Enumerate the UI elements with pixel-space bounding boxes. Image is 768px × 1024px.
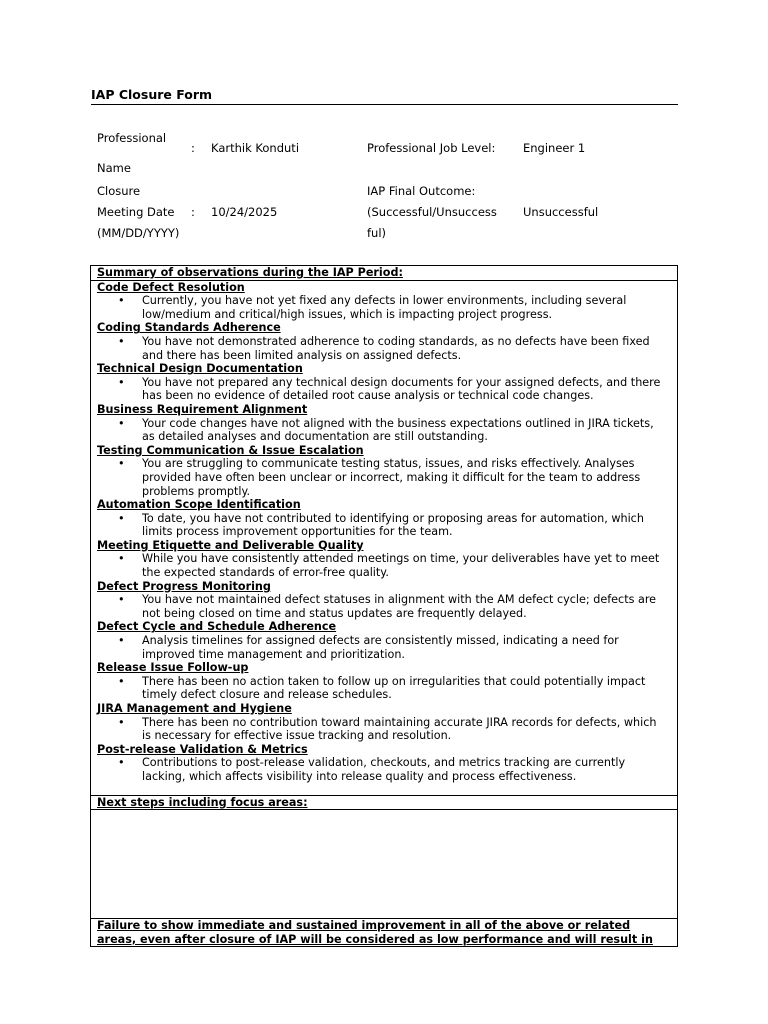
- date-label-line1: Closure: [97, 184, 141, 198]
- bullet-glyph: •: [118, 756, 125, 770]
- bullet-glyph: •: [118, 674, 125, 688]
- section-title: Business Requirement Alignment: [97, 402, 308, 416]
- bullet-text-line: While you have consistently attended meetings on time, your deliverables have yet to meet: [142, 552, 660, 566]
- job-level-label: Professional Job Level:: [367, 141, 496, 155]
- date-label-line3: (MM/DD/YYYY): [97, 226, 180, 240]
- observations-header: Summary of observations during the IAP Period:: [91, 266, 677, 281]
- bullet-glyph: •: [118, 294, 125, 308]
- failure-note-line2: areas, even after closure of IAP will be considered as low performance and will result in: [97, 932, 653, 946]
- section-title: Coding Standards Adherence: [97, 321, 281, 335]
- failure-note: [91, 919, 677, 946]
- outcome-label-line1: IAP Final Outcome:: [367, 184, 476, 198]
- bullet-text-line: problems promptly.: [142, 484, 251, 498]
- bullet-text-line: To date, you have not contributed to identifying or proposing areas for automation, which: [142, 511, 644, 525]
- bullet-glyph: •: [118, 457, 125, 471]
- name-colon: :: [191, 141, 195, 155]
- section-bullet: [97, 512, 671, 539]
- bullet-text-line: You have not maintained defect statuses in alignment with the AM defect cycle; defects are: [142, 593, 657, 607]
- section-title: Defect Cycle and Schedule Adherence: [97, 620, 337, 634]
- section-bullet: [97, 716, 671, 743]
- bullet-glyph: •: [118, 416, 125, 430]
- section-title: Automation Scope Identification: [97, 498, 301, 512]
- bullet-text-line: has been no evidence of detailed root cause analysis or technical code changes.: [142, 389, 594, 403]
- section-title: Testing Communication & Issue Escalation: [97, 443, 364, 457]
- bullet-text-line: You are struggling to communicate testing status, issues, and risks effectively. Analyses: [142, 457, 635, 471]
- name-value: Karthik Konduti: [211, 141, 300, 155]
- failure-note-line1: Failure to show immediate and sustained improvement in all of the above or related: [97, 919, 631, 933]
- section-title: Post-release Validation & Metrics: [97, 742, 308, 756]
- bullet-glyph: •: [118, 593, 125, 607]
- bullet-text-line: and there has been limited analysis on assigned defects.: [142, 348, 462, 362]
- employee-info: [97, 128, 677, 244]
- bullet-text-line: Your code changes have not aligned with the business expectations outlined in JIRA tickets,: [142, 416, 654, 430]
- section-bullet: [97, 417, 671, 444]
- bullet-glyph: •: [118, 634, 125, 648]
- bullet-text-line: provided have often been unclear or incorrect, making it difficult for the team to address: [142, 470, 641, 484]
- bullet-glyph: •: [118, 715, 125, 729]
- bullet-text-line: Currently, you have not yet fixed any defects in lower environments, including several: [142, 294, 627, 308]
- section-bullet: [97, 457, 671, 498]
- name-label-line2: Name: [97, 161, 131, 175]
- section-bullet: [97, 335, 671, 362]
- next-steps-header: Next steps including focus areas:: [91, 796, 677, 811]
- bullet-text-line: lacking, which affects visibility into release quality and process effectiveness.: [142, 769, 577, 783]
- bullet-text-line: the expected standards of error-free quality.: [142, 566, 389, 580]
- section-bullet: [97, 634, 671, 661]
- outcome-value: Unsuccessful: [523, 205, 599, 219]
- bullet-text-line: There has been no action taken to follow up on irregularities that could potentially impact: [142, 674, 646, 688]
- section-title: Code Defect Resolution: [97, 280, 245, 294]
- section-title: JIRA Management and Hygiene: [97, 702, 292, 715]
- section-title: Release Issue Follow-up: [97, 661, 249, 675]
- bullet-text-line: timely defect closure and release schedules.: [142, 688, 392, 702]
- next-steps-body[interactable]: [91, 810, 677, 919]
- date-label-line2: Meeting Date: [97, 205, 175, 219]
- bullet-text-line: not being closed on time and status updates are frequently delayed.: [142, 606, 527, 620]
- bullet-text-line: improved time management and prioritization.: [142, 647, 405, 661]
- bullet-glyph: •: [118, 375, 125, 389]
- section-bullet: [97, 376, 671, 403]
- job-level-value: Engineer 1: [523, 141, 586, 155]
- name-label-line1: Professional: [97, 131, 167, 145]
- outcome-label-line2: (Successful/Unsuccess: [367, 205, 497, 219]
- section-bullet: [97, 294, 671, 321]
- bullet-glyph: •: [118, 511, 125, 525]
- section-bullet: [97, 593, 671, 620]
- form-title: IAP Closure Form: [91, 87, 678, 105]
- section-bullet: [97, 552, 671, 579]
- section-title: Defect Progress Monitoring: [97, 579, 271, 593]
- date-colon: :: [191, 205, 195, 219]
- observations-body: [91, 281, 677, 796]
- section-bullet: [97, 675, 671, 702]
- bullet-text-line: limits process improvement opportunities for the team.: [142, 525, 453, 539]
- bullet-text-line: There has been no contribution toward maintaining accurate JIRA records for defects, which: [142, 715, 657, 729]
- section-title: Technical Design Documentation: [97, 362, 303, 376]
- bullet-text-line: low/medium and critical/high issues, which is impacting project progress.: [142, 307, 553, 321]
- bullet-text-line: Analysis timelines for assigned defects are consistently missed, indicating a need for: [142, 634, 619, 648]
- bullet-text-line: as detailed analyses and documentation are still outstanding.: [142, 430, 488, 444]
- bullet-text-line: You have not demonstrated adherence to coding standards, as no defects have been fixed: [142, 334, 650, 348]
- bullet-glyph: •: [118, 552, 125, 566]
- observations-table: [90, 265, 678, 947]
- bullet-text-line: is necessary for effective issue tracking and resolution.: [142, 729, 452, 743]
- outcome-label-line3: ful): [367, 226, 387, 240]
- section-bullet: [97, 756, 671, 783]
- bullet-glyph: •: [118, 334, 125, 348]
- bullet-text-line: Contributions to post-release validation, checkouts, and metrics tracking are currently: [142, 756, 626, 770]
- bullet-text-line: You have not prepared any technical design documents for your assigned defects, and there: [142, 375, 661, 389]
- section-title: Meeting Etiquette and Deliverable Quality: [97, 538, 364, 552]
- date-value: 10/24/2025: [211, 205, 278, 219]
